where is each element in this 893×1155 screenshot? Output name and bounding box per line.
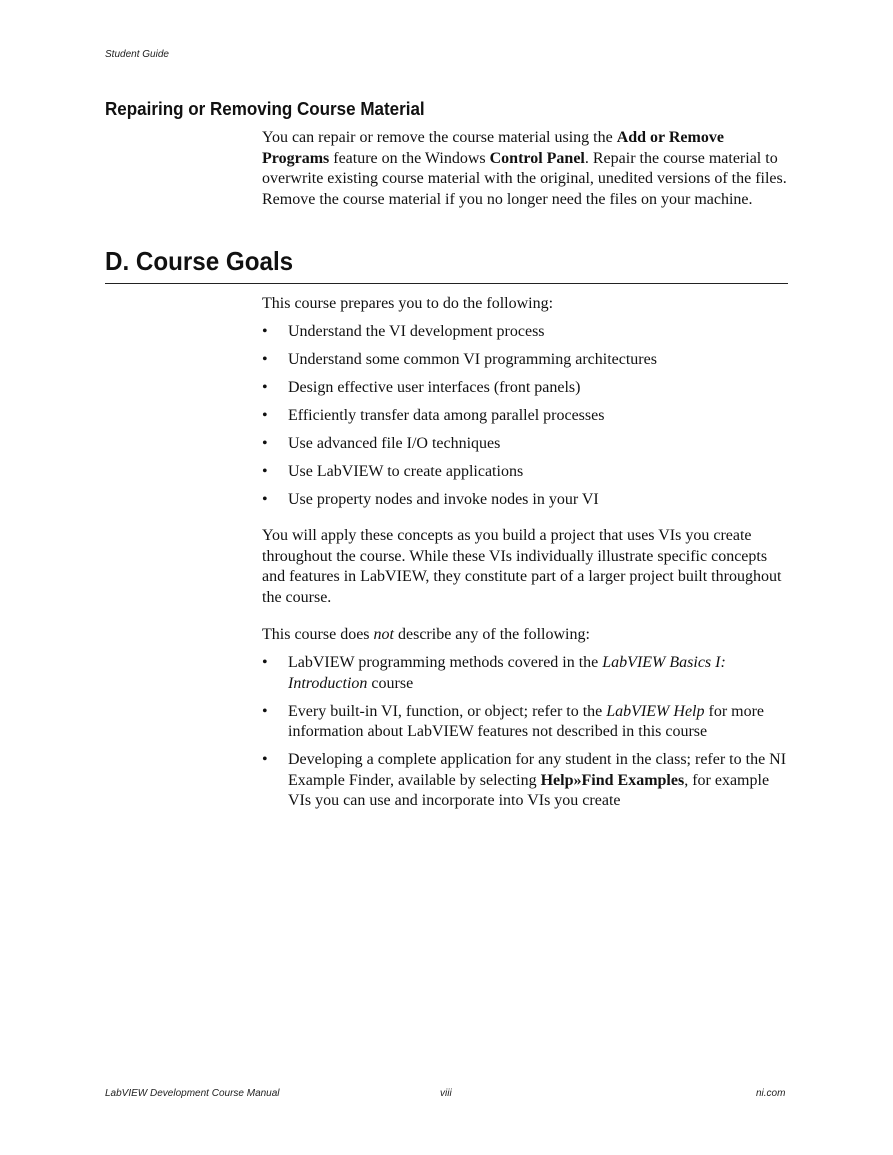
text-run: feature on the Windows — [329, 149, 490, 167]
list-item — [262, 462, 790, 483]
emphasis-not: not — [373, 626, 394, 643]
footer-page-number: viii — [440, 1088, 452, 1099]
section-heading-repair: Repairing or Removing Course Material — [105, 98, 425, 119]
ui-term-control-panel: Control Panel — [489, 149, 585, 167]
not-covered-intro — [262, 625, 790, 646]
doc-title-help: LabVIEW Help — [606, 702, 705, 720]
goals-list — [262, 322, 790, 518]
text-run: , for example VIs you can use and incorporate into VIs you create — [288, 771, 770, 809]
text-run: course — [367, 674, 414, 692]
doc-title-basics: LabVIEW Basics I: Introduction — [288, 654, 726, 692]
menu-path-find-examples: Help»Find Examples — [540, 771, 685, 789]
list-item — [262, 702, 790, 743]
list-item — [262, 434, 790, 455]
list-item — [262, 750, 790, 812]
footer-website: ni.com — [756, 1088, 786, 1099]
bullet-glyph: • — [262, 407, 268, 424]
goal-text: Design effective user interfaces (front panels) — [288, 379, 581, 396]
running-head: Student Guide — [105, 49, 169, 60]
goal-text: Efficiently transfer data among parallel processes — [288, 407, 605, 424]
goals-intro: This course prepares you to do the following: — [262, 295, 554, 312]
bullet-glyph: • — [262, 323, 268, 340]
text-run: Developing a complete application for any student in the class; refer to the NI Example Finder, available by selecting — [288, 751, 787, 789]
text-run: . Repair the course material to overwrite existing course material with the original, unedited versions of the files. Remove the course material if you no longer need the files on your machine. — [262, 149, 787, 208]
bullet-glyph: • — [262, 751, 268, 768]
not-covered-list — [262, 653, 790, 819]
bullet-glyph: • — [262, 435, 268, 452]
bullet-glyph: • — [262, 491, 268, 508]
goal-text: Use advanced file I/O techniques — [288, 435, 501, 452]
section-title-course-goals: D. Course Goals — [105, 246, 294, 276]
list-item — [262, 406, 790, 427]
list-item — [262, 350, 790, 371]
list-item — [262, 653, 790, 694]
bullet-glyph: • — [262, 702, 268, 720]
text-run: This course does — [262, 626, 374, 643]
goal-text: Use property nodes and invoke nodes in your VI — [288, 491, 599, 508]
footer-manual-title: LabVIEW Development Course Manual — [105, 1088, 280, 1099]
goal-text: Understand some common VI programming architectures — [288, 351, 657, 368]
text-run: describe any of the following: — [393, 626, 590, 643]
bullet-glyph: • — [262, 463, 268, 480]
text-run: LabVIEW programming methods covered in the — [288, 654, 603, 671]
list-item — [262, 490, 790, 511]
text-run: for more information about LabVIEW features not described in this course — [288, 702, 765, 740]
goal-text: Use LabVIEW to create applications — [288, 463, 524, 480]
list-item — [262, 378, 790, 399]
ui-term-add-remove-programs: Add or Remove Programs — [262, 129, 724, 167]
bullet-glyph: • — [262, 379, 268, 396]
text-run: Every built-in VI, function, or object; refer to the — [288, 702, 607, 720]
bullet-glyph: • — [262, 351, 268, 368]
bullet-glyph: • — [262, 654, 268, 671]
apply-paragraph: You will apply these concepts as you build a project that uses VIs you create throughout the course. While these VIs individually illustrate specific concepts and features in LabVIEW, they constitute part of a larger project built throughout the course. — [262, 527, 782, 606]
repair-paragraph — [262, 128, 790, 210]
list-item — [262, 322, 790, 343]
section-divider — [105, 283, 788, 284]
text-run: You can repair or remove the course material using the — [262, 129, 617, 146]
goal-text: Understand the VI development process — [288, 323, 545, 340]
